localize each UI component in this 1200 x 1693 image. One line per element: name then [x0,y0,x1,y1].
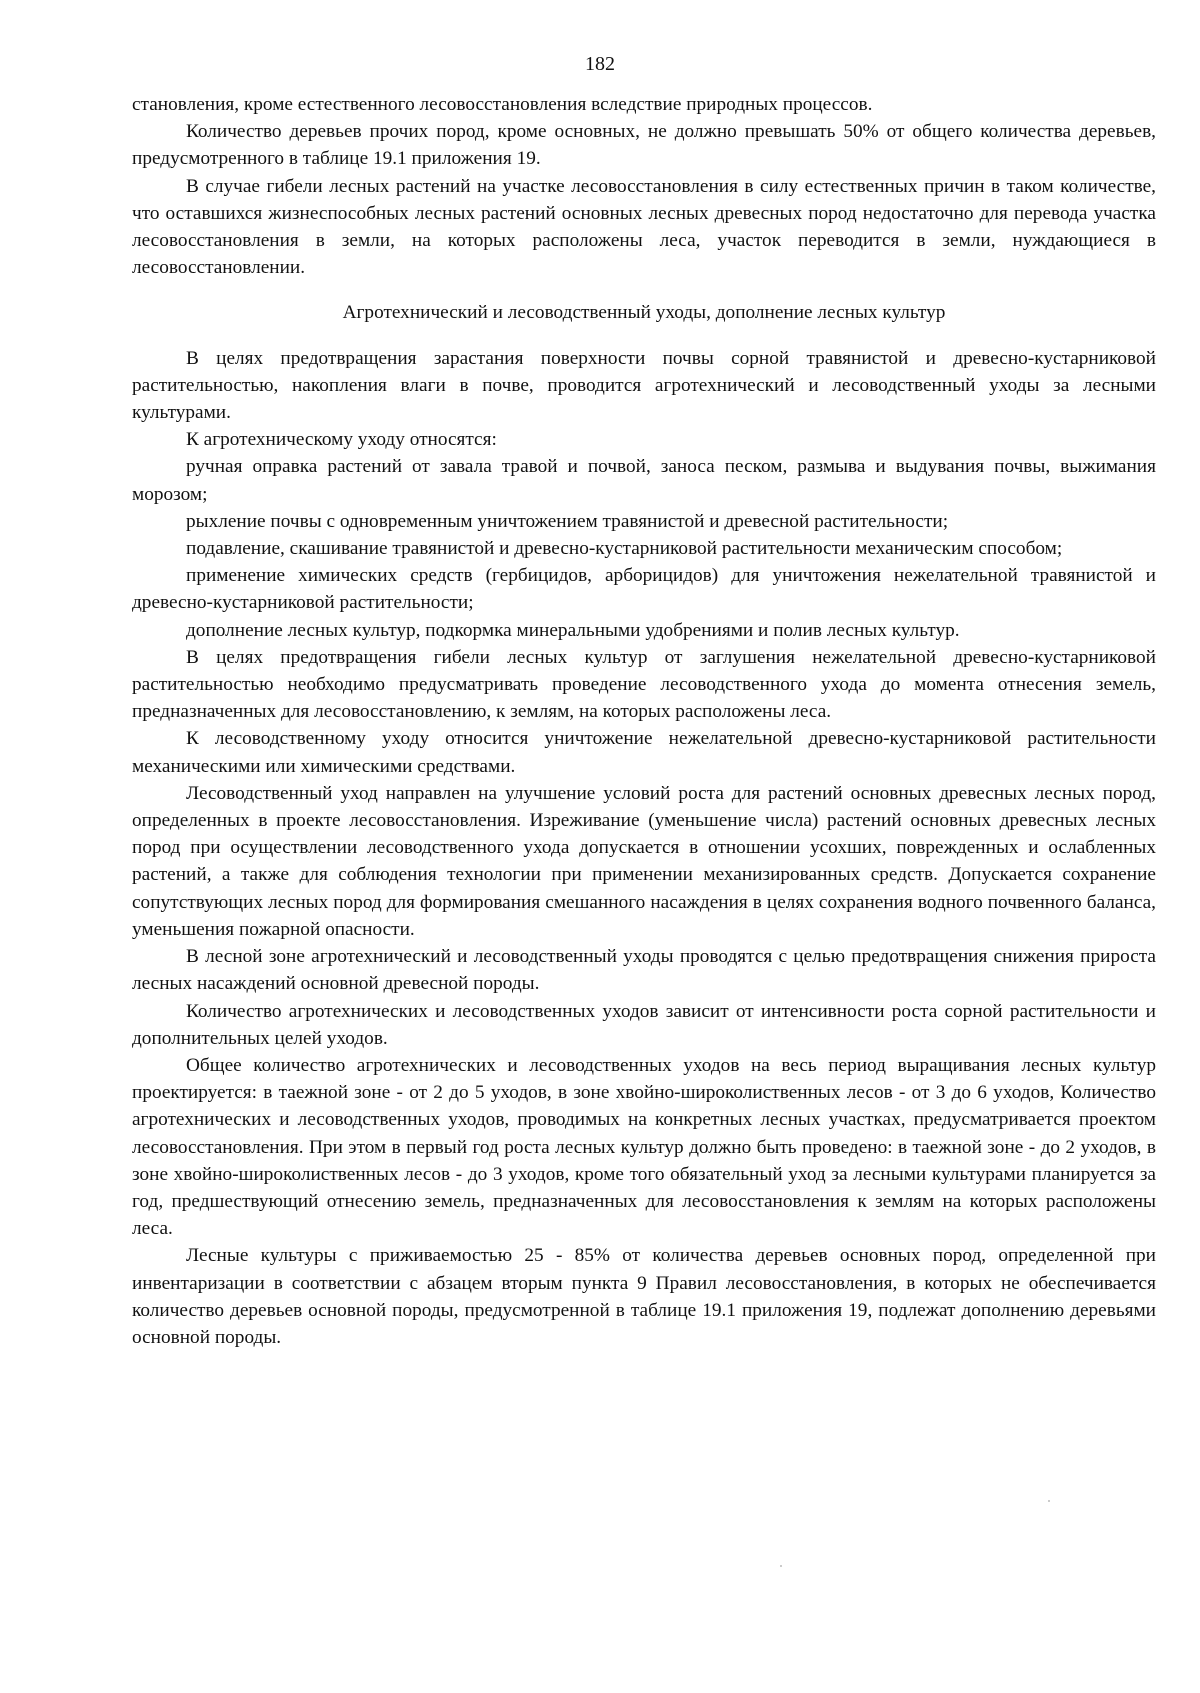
paragraph: Лесоводственный уход направлен на улучшение условий роста для растений основных древесных лесных пород, определенных в проекте лесовосстановления. Изреживание (уменьшение числа) растений основных древесных лесных пород при осуществлении лесоводственного ухода допускается в отношении усохших, поврежденных и ослабленных растений, а также для соблюдения технологии при применении механизированных средств. Допускается сохранение сопутствующих лесных пород для формирования смешанного насаждения в целях сохранения водного почвенного баланса, уменьшения пожарной опасности. [132,782,1156,940]
document-body [132,91,1156,1351]
page-number: 182 [585,53,615,75]
paragraph: К лесоводственному уходу относится уничтожение нежелательной древесно-кустарниковой растительности механическими или химическими средствами. [132,728,1156,777]
section-heading: Агротехнический и лесоводственный уходы, дополнение лесных культур [342,302,946,324]
paragraph: Лесные культуры с приживаемостью 25 - 85% от количества деревьев основных пород, определенной при инвентаризации в соответствии с абзацем вторым пункта 9 Правил лесовосстановления, в которых не обеспечивается количество деревьев основной породы, предусмотренной в таблице 19.1 приложения 19, подлежат дополнению деревьями основной породы. [132,1245,1156,1348]
paragraph: Количество деревьев прочих пород, кроме основных, не должно превышать 50% от общего количества деревьев, предусмотренного в таблице 19.1 приложения 19. [132,121,1156,170]
paragraph: В целях предотвращения зарастания поверхности почвы сорной травянистой и древесно-кустарниковой растительностью, накопления влаги в почве, проводится агротехнический и лесоводственный уходы за лесными культурами. [132,347,1156,424]
paragraph: становления, кроме естественного лесовосстановления вследствие природных процессов. [132,94,873,115]
paragraph: Общее количество агротехнических и лесоводственных уходов на весь период выращивания лесных культур проектируется: в таежной зоне - от 2 до 5 уходов, в зоне хвойно-широколиственных лесов - от 3 до 6 уходов, Количество агротехнических и лесоводственных уходов, проводимых на конкретных лесных участках, предусматривается проектом лесовосстановления. При этом в первый год роста лесных культур должно быть проведено: в таежной зоне - до 2 уходов, в зоне хвойно-широколиственных лесов - до 3 уходов, кроме того обязательный уход за лесными культурами планируется за год, предшествующий отнесению земель, предназначенных для лесовосстановления к землям на которых расположены леса. [132,1054,1156,1240]
paragraph: Количество агротехнических и лесоводственных уходов зависит от интенсивности роста сорной растительности и дополнительных целей уходов. [132,1000,1156,1049]
list-item: подавление, скашивание травянистой и древесно-кустарниковой растительности механическим способом; [186,538,1063,560]
paragraph: В случае гибели лесных растений на участке лесовосстановления в силу естественных причин в таком количестве, что оставшихся жизнеспособных лесных растений основных лесных древесных пород недостаточно для перевода участка лесовосстановления в земли, на которых расположены леса, участок переводится в земли, нуждающиеся в лесовосстановлении. [132,175,1156,279]
paragraph: К агротехническому уходу относятся: [186,429,497,451]
list-item: дополнение лесных культур, подкормка минеральными удобрениями и полив лесных культур. [186,619,960,641]
scan-speck [780,1565,782,1567]
list-item: ручная оправка растений от завала травой и почвой, заноса песком, размыва и выдувания почвы, выжимания морозом; [132,456,1156,505]
list-item: рыхление почвы с одновременным уничтожением травянистой и древесной растительности; [186,510,949,532]
scan-speck [1048,1500,1050,1502]
list-item: применение химических средств (гербицидов, арборицидов) для уничтожения нежелательной травянистой и древесно-кустарниковой растительности; [132,565,1156,614]
paragraph: В лесной зоне агротехнический и лесоводственный уходы проводятся с целью предотвращения снижения прироста лесных насаждений основной древесной породы. [132,946,1156,995]
paragraph: В целях предотвращения гибели лесных культур от заглушения нежелательной древесно-кустарниковой растительностью необходимо предусматривать проведение лесоводственного ухода до момента отнесения земель, предназначенных для лесовосстановлению, к землям, на которых расположены леса. [132,646,1156,723]
